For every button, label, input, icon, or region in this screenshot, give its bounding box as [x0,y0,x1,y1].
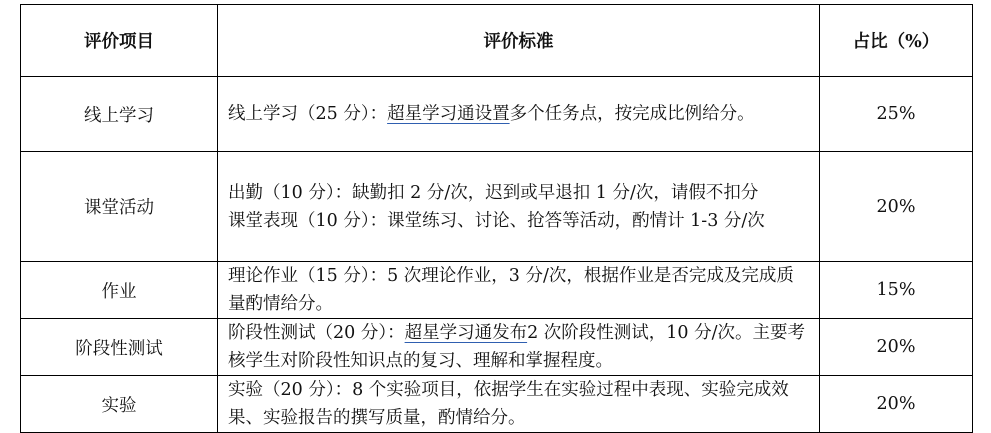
table-row [21,376,973,433]
ratio-cell: 20% [820,152,973,262]
item-cell: 实验 [21,376,218,433]
header-ratio: 占比（%） [820,5,973,77]
standard-cell: 实验（20 分）：8 个实验项目，依据学生在实验过程中表现、实验完成效果、实验报告的撰写质量，酌情给分。 [218,376,820,433]
item-cell: 作业 [21,262,218,319]
header-item: 评价项目 [21,5,218,77]
standard-cell [218,152,820,262]
standard-line-attendance: 出勤（10 分）：缺勤扣 2 分/次，迟到或早退扣 1 分/次，请假不扣分 [228,182,759,203]
evaluation-table [20,4,973,433]
standard-text: 线上学习（25 分）： [228,104,388,124]
standard-cell: 理论作业（15 分）：5 次理论作业，3 分/次，根据作业是否完成及完成质量酌情给分。 [218,262,820,319]
ratio-cell: 20% [820,319,973,376]
header-standard: 评价标准 [218,5,820,77]
table-row [21,77,973,152]
standard-cell [218,77,820,152]
standard-line-performance: 课堂表现（10 分）：课堂练习、讨论、抢答等活动，酌情计 1-3 分/次 [228,210,765,231]
table-row [21,152,973,262]
header-row [21,5,973,77]
item-cell: 课堂活动 [21,152,218,262]
item-cell: 阶段性测试 [21,319,218,376]
table-row [21,262,973,319]
standard-cell [218,319,820,376]
standard-text: 阶段性测试（20 分）： [228,323,405,343]
ratio-cell: 20% [820,376,973,433]
platform-link[interactable]: 超星学习通发布 [404,323,528,343]
ratio-cell: 15% [820,262,973,319]
item-cell: 线上学习 [21,77,218,152]
ratio-cell: 25% [820,77,973,152]
table-row [21,319,973,376]
standard-text: 2 次阶段性测试，10 分/次。主要考核学生对阶段性知识点的复习、理解和掌握程度。 [228,323,806,371]
platform-link[interactable]: 超星学习通设置 [387,104,510,124]
standard-text: 多个任务点，按完成比例给分。 [509,104,755,124]
